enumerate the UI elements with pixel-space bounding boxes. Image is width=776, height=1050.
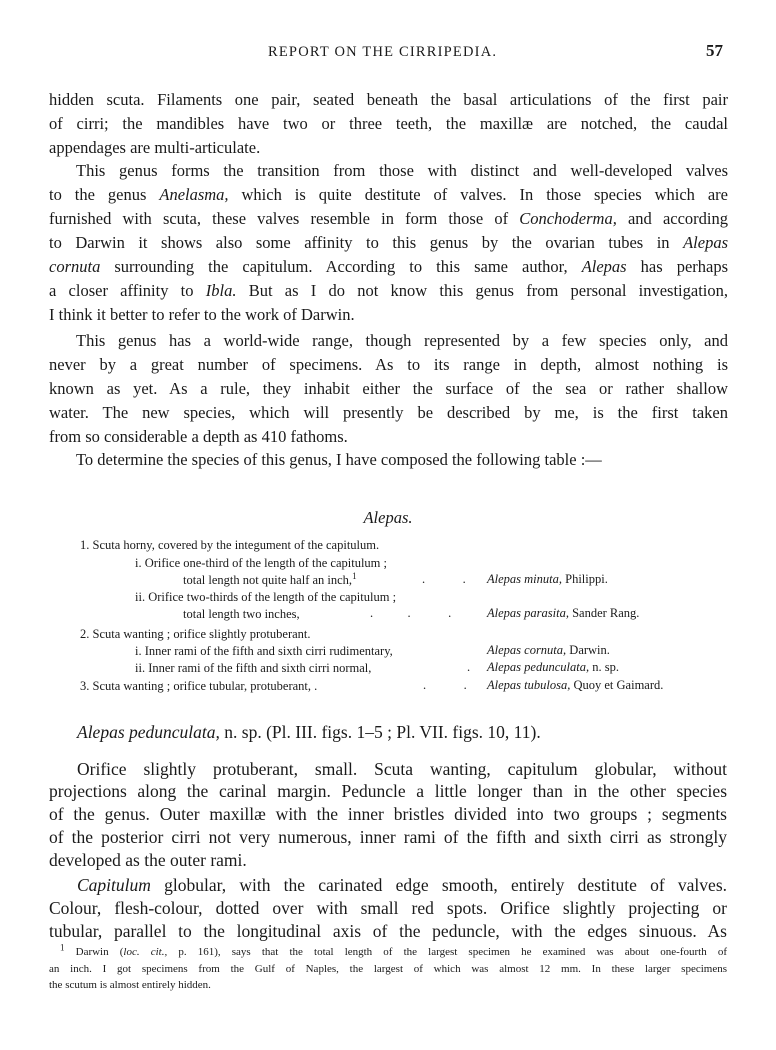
body-line: hidden scuta. Filaments one pair, seated beneath the basal articulations of the first pair bbox=[49, 90, 728, 109]
body-line: This genus has a world-wide range, though represented by a few species only, and bbox=[76, 331, 728, 350]
body-line: of cirri; the mandibles have two or three teeth, the maxillæ are notched, the caudal bbox=[49, 114, 728, 133]
body-line: from so considerable a depth as 410 fathoms. bbox=[49, 427, 348, 446]
body-line: I think it better to refer to the work of Darwin. bbox=[49, 305, 355, 324]
species-name: cornuta bbox=[49, 257, 101, 276]
running-header bbox=[0, 41, 776, 66]
table-row: i. Orifice one-third of the length of the capitulum ; bbox=[135, 556, 388, 570]
table-species-cell: Alepas tubulosa, Quoy et Gaimard. bbox=[487, 678, 664, 692]
footnote-line: an inch. I got specimens from the Gulf of Naples, the largest of which was almost 12 mm. In these larger specimens bbox=[49, 963, 727, 975]
table-title: Alepas. bbox=[363, 508, 413, 527]
table-species-cell: Alepas parasita, Sander Rang. bbox=[487, 606, 640, 620]
body-line: To determine the species of this genus, I have composed the following table :— bbox=[76, 450, 602, 469]
body-line: appendages are multi-articulate. bbox=[49, 138, 261, 157]
body-line: tubular, parallel to the longitudinal axis of the peduncle, with the edges sinuous. As bbox=[49, 921, 727, 941]
table-row: 1. Scuta horny, covered by the integument of the capitulum. bbox=[80, 538, 380, 552]
body-line: never by a great number of specimens. As to its range in depth, almost nothing is bbox=[49, 355, 728, 374]
body-line: This genus forms the transition from those with distinct and well-developed valves bbox=[76, 161, 728, 180]
table-row: 3. Scuta wanting ; orifice tubular, protuberant, . bbox=[80, 679, 318, 693]
table-row: total length not quite half an inch,$^1$ bbox=[183, 570, 357, 587]
genus-name: Conchoderma, bbox=[519, 209, 617, 228]
genus-name: Alepas bbox=[581, 257, 627, 276]
body-line: of the genus. Outer maxillæ with the inner bristles divided into two groups ; segments bbox=[49, 804, 727, 824]
table-row: i. Inner rami of the fifth and sixth cirri rudimentary, bbox=[135, 644, 393, 658]
body-line: a closer affinity to Ibla. But as I do not know this genus from personal investigation, bbox=[49, 281, 728, 300]
table-row: 2. Scuta wanting ; orifice slightly protuberant. bbox=[80, 627, 311, 641]
footnote-line: the scutum is almost entirely hidden. bbox=[49, 979, 211, 991]
leader-dots: . . bbox=[423, 678, 467, 692]
table-species-cell: Alepas minuta, Philippi. bbox=[487, 572, 608, 586]
genus-name: Alepas bbox=[683, 233, 728, 252]
leader-dots: . bbox=[467, 660, 471, 674]
running-title: REPORT ON THE CIRRIPEDIA. bbox=[268, 44, 498, 60]
leader-dots: . . . bbox=[370, 606, 452, 620]
table-species-cell: Alepas pedunculata, n. sp. bbox=[487, 660, 619, 674]
page-number: 57 bbox=[706, 41, 723, 60]
genus-name: Anelasma, bbox=[159, 185, 229, 204]
body-line: water. The new species, which will presently be described by me, is the first taken bbox=[49, 403, 728, 422]
table-row: ii. Orifice two-thirds of the length of the capitulum ; bbox=[135, 590, 397, 604]
body-line: cornuta surrounding the capitulum. According to this same author, Alepas has perhaps bbox=[49, 257, 729, 276]
leader-dots: . . bbox=[422, 572, 466, 586]
footnote-line: $^1$ Darwin (loc. cit., p. 161), says that the total length of the largest specimen he examined was about one-fourth of bbox=[60, 942, 727, 958]
body-line: to the genus Anelasma, which is quite destitute of valves. In those species which are bbox=[49, 185, 728, 204]
body-line: known as yet. As a rule, they inhabit either the surface of the sea or rather shallow bbox=[49, 379, 728, 398]
body-line: developed as the outer rami. bbox=[49, 850, 247, 870]
body-line: projections along the carinal margin. Peduncle a little longer than in the other species bbox=[49, 781, 727, 801]
term: Capitulum bbox=[77, 875, 151, 895]
table-species-cell: Alepas cornuta, Darwin. bbox=[487, 643, 610, 657]
table-row: total length two inches, bbox=[183, 607, 300, 621]
body-line: of the posterior cirri not very numerous, inner rami of the fifth and sixth cirri as strongly bbox=[49, 827, 727, 847]
body-line: Colour, flesh-colour, dotted over with small red spots. Orifice slightly projecting or bbox=[49, 898, 727, 918]
genus-name: Ibla. bbox=[205, 281, 237, 300]
body-line: Orifice slightly protuberant, small. Scuta wanting, capitulum globular, without bbox=[77, 759, 727, 779]
body-line: to Darwin it shows also some affinity to this genus by the ovarian tubes in Alepas bbox=[49, 233, 728, 252]
body-line: furnished with scuta, these valves resemble in form those of Conchoderma, and according bbox=[49, 209, 728, 228]
footnote-marker: 1 bbox=[60, 942, 65, 953]
species-heading: Alepas pedunculata, n. sp. (Pl. III. figs. 1–5 ; Pl. VII. figs. 10, 11). bbox=[77, 722, 541, 742]
table-row: ii. Inner rami of the fifth and sixth cirri normal, bbox=[135, 661, 372, 675]
body-line: Capitulum globular, with the carinated edge smooth, entirely destitute of valves. bbox=[77, 875, 727, 895]
